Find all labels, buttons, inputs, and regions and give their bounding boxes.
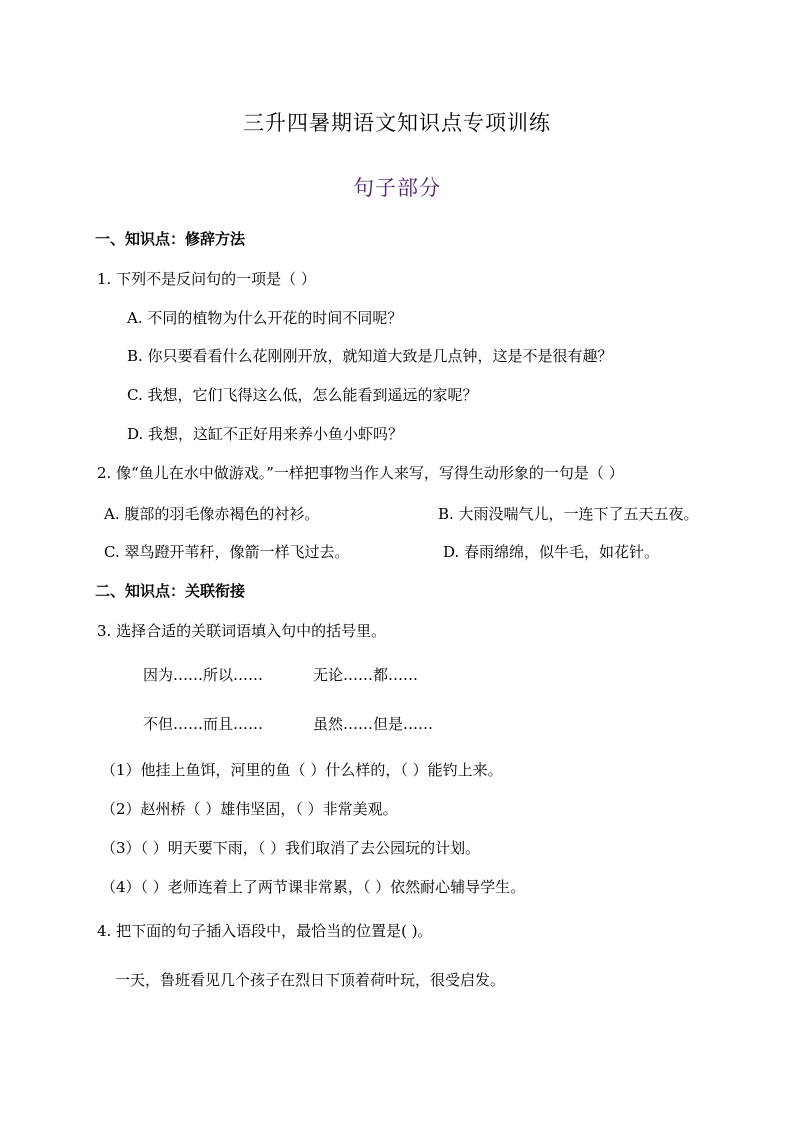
question-4-sentence: 一天，鲁班看见几个孩子在烈日下顶着荷叶玩，很受启发。 — [115, 971, 506, 989]
question-1-stem: 1. 下列不是反问句的一项是（ ） — [97, 270, 316, 288]
question-4-stem: 4. 把下面的句子插入语段中，最恰当的位置是( )。 — [97, 922, 433, 940]
question-2-option-b: B. 大雨没喘气儿，一连下了五天五夜。 — [438, 505, 699, 523]
question-2-option-a: A. 腹部的羽毛像赤褐色的衬衫。 — [104, 505, 320, 523]
question-1-option-d: D. 我想，这缸不正好用来养小鱼小虾吗？ — [127, 425, 404, 443]
question-2-option-d: D. 春雨绵绵，似牛毛，如花针。 — [443, 543, 660, 561]
section-heading-rhetoric: 一、知识点：修辞方法 — [95, 230, 246, 248]
question-3-item-4: （4）（ ）老师连着上了两节课非常累，（ ）依然耐心辅导学生。 — [101, 878, 526, 896]
question-1-option-c: C. 我想，它们飞得这么低，怎么能看到遥远的家呢？ — [127, 386, 478, 404]
question-3-stem: 3. 选择合适的关联词语填入句中的括号里。 — [97, 622, 387, 640]
section-heading-conjunctions: 二、知识点：关联衔接 — [95, 582, 246, 600]
question-3-item-3: （3）（ ）明天要下雨，（ ）我们取消了去公园玩的计划。 — [101, 839, 481, 857]
page-subtitle: 句子部分 — [353, 176, 441, 200]
question-3-item-2: （2）赵州桥（ ）雄伟坚固，（ ）非常美观。 — [101, 800, 398, 818]
question-3-item-1: （1）他挂上鱼饵，河里的鱼（ ）什么样的，（ ）能钓上来。 — [101, 761, 503, 779]
question-1-option-a: A. 不同的植物为什么开花的时间不同呢？ — [127, 309, 403, 327]
conjunction-word: 不但……而且…… — [143, 715, 264, 733]
page-title: 三升四暑期语文知识点专项训练 — [243, 111, 551, 135]
conjunction-word: 虽然……但是…… — [313, 715, 434, 733]
question-1-option-b: B. 你只要看看什么花刚刚开放，就知道大致是几点钟，这是不是很有趣？ — [127, 347, 613, 365]
conjunction-word: 无论……都…… — [313, 666, 419, 684]
question-2-option-c: C. 翠鸟蹬开苇秆，像箭一样飞过去。 — [104, 543, 350, 561]
conjunction-word: 因为……所以…… — [143, 666, 264, 684]
question-2-stem: 2. 像“鱼儿在水中做游戏。”一样把事物当作人来写，写得生动形象的一句是（ ） — [97, 464, 624, 482]
